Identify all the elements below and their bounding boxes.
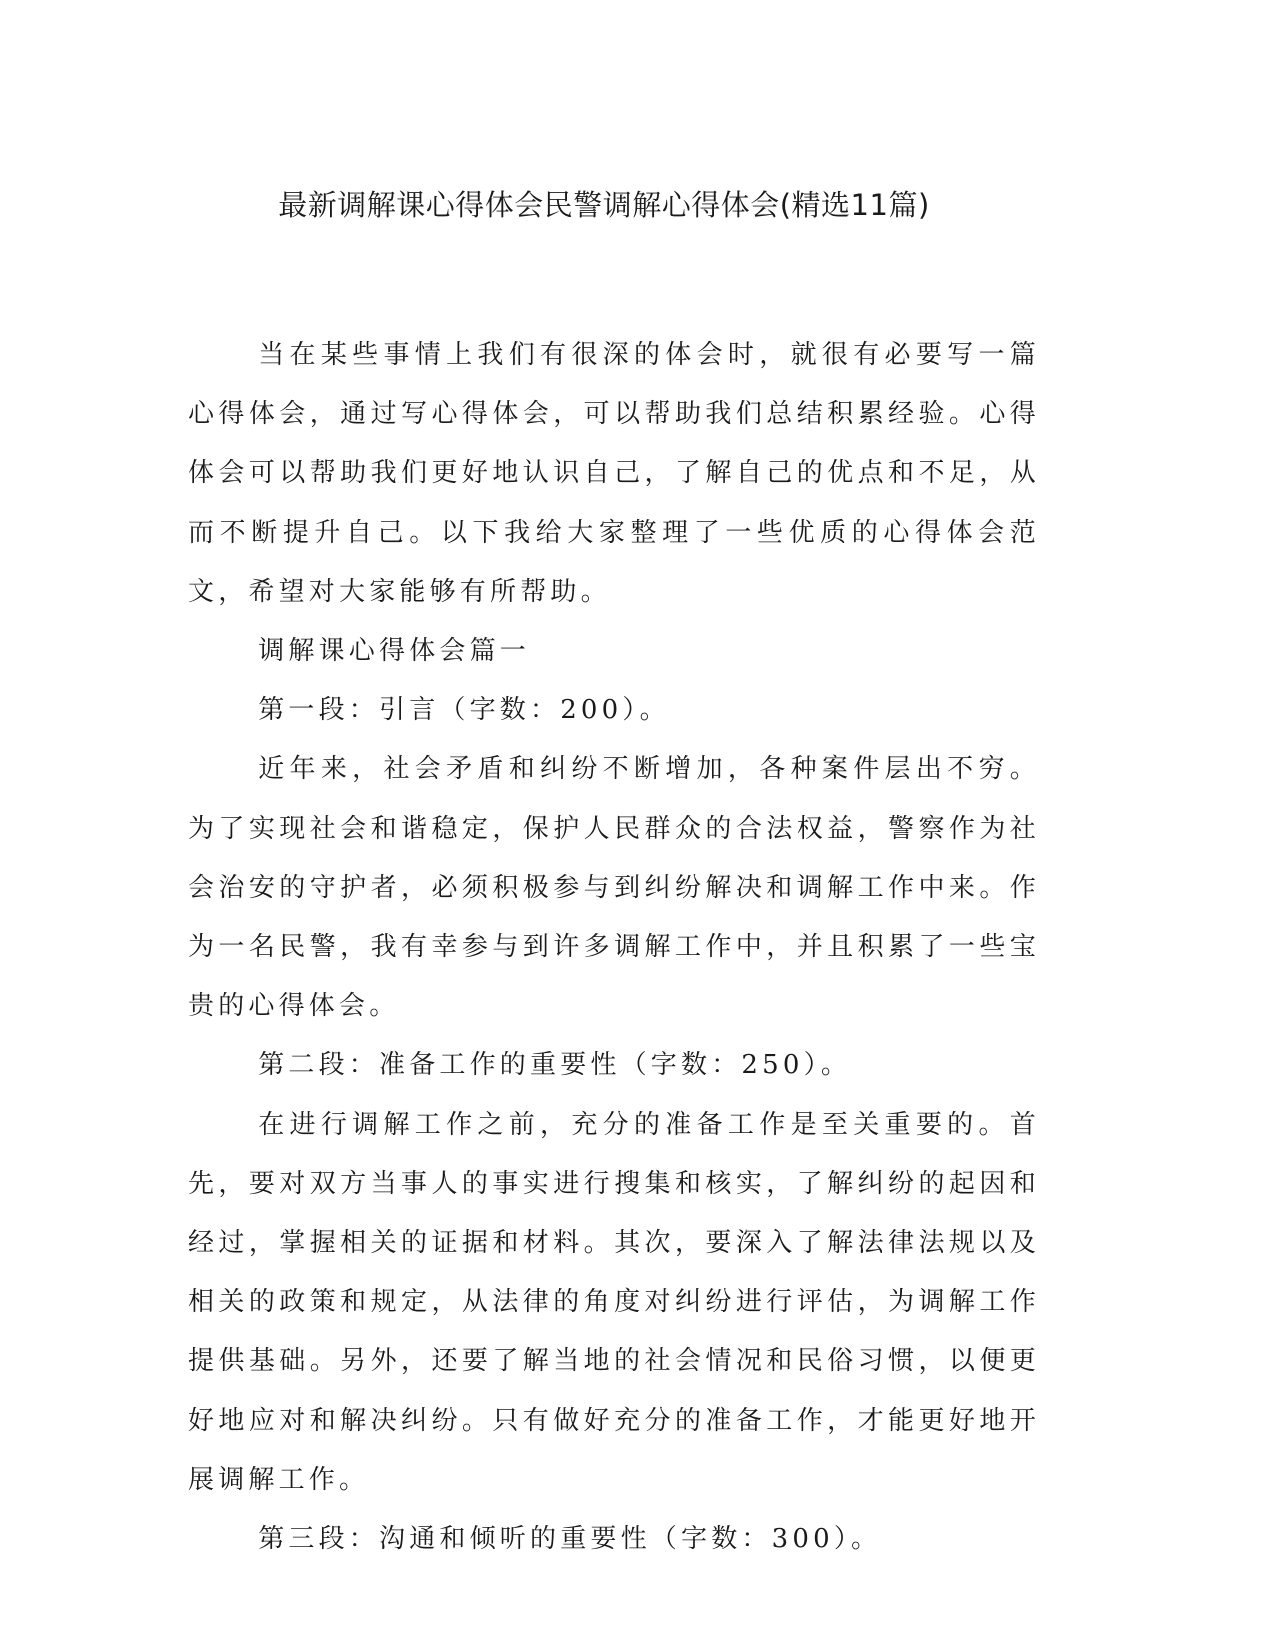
document-title: 最新调解课心得体会民警调解心得体会(精选11篇) — [278, 188, 930, 222]
section3-heading: 第三段：沟通和倾听的重要性（字数：300）。 — [258, 1524, 882, 1555]
article-heading: 调解课心得体会篇一 — [258, 636, 530, 667]
section1-paragraph: 近年来，社会矛盾和纠纷不断增加，各种案件层出不穷。为了实现社会和谐稳定，保护人民群众的合法权益，警察作为社会治安的守护者，必须积极参与到纠纷解决和调解工作中来。作为一名民警，我有幸参与到许多调解工作中，并且积累了一些宝贵的心得体会。 — [188, 754, 1040, 1022]
section1-heading: 第一段：引言（字数：200）。 — [258, 695, 670, 726]
section2-paragraph: 在进行调解工作之前，充分的准备工作是至关重要的。首先，要对双方当事人的事实进行搜集和核实，了解纠纷的起因和经过，掌握相关的证据和材料。其次，要深入了解法律法规以及相关的政策和规定，从法律的角度对纠纷进行评估，为调解工作提供基础。另外，还要了解当地的社会情况和民俗习惯，以便更好地应对和解决纠纷。只有做好充分的准备工作，才能更好地开展调解工作。 — [188, 1109, 1040, 1495]
intro-paragraph: 当在某些事情上我们有很深的体会时，就很有必要写一篇心得体会，通过写心得体会，可以帮助我们总结积累经验。心得体会可以帮助我们更好地认识自己，了解自己的优点和不足，从而不断提升自己。以下我给大家整理了一些优质的心得体会范文，希望对大家能够有所帮助。 — [188, 340, 1040, 607]
document-body — [188, 326, 1040, 1569]
section2-heading: 第二段：准备工作的重要性（字数：250）。 — [258, 1050, 852, 1081]
